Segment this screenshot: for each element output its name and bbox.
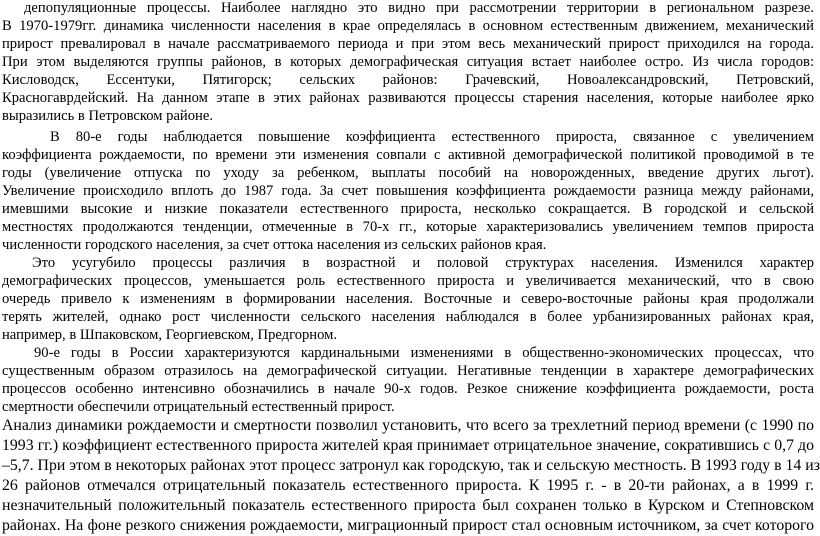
text-line: выразились в Петровском районе.	[2, 108, 213, 124]
text-line: В 80-е годы наблюдается повышение коэффициента естественного прироста, связанное с увеличением	[50, 129, 814, 145]
text-line: Красногавpдейский. На данном этапе в этих районах развиваются процессы старения населения, которые наиболее ярко	[2, 90, 814, 106]
text-line: Анализ динамики рождаемости и смертности позволил установить, что всего за трехлетний период времени (с 1990 по	[2, 417, 814, 434]
text-line: существенным образом отразилось на демографической ситуации. Негативные тенденции в характере демографических	[2, 363, 814, 379]
text-line: Увеличение происходило вплоть до 1987 года. За счет повышения коэффициента рождаемости разница между районами,	[2, 183, 814, 199]
text-line: процессов особенно интенсивно обозначились в начале 90-х годов. Резкое снижение коэффициента рождаемости, роста	[2, 381, 814, 397]
text-line: очередь привело к изменениям в формировании населения. Восточные и северо-восточные районы края продолжали	[2, 291, 814, 307]
text-line: В 1970-1979гг. динамика численности населения в крае определялась в основном естественным движением, механический	[2, 18, 814, 34]
text-line: 1993 гг.) коэффициент естественного прироста жителей края принимает отрицательное значение, сократившись с 0,7 до	[2, 437, 814, 454]
text-line: например, в Шпаковском, Георгиевском, Предгорном.	[2, 327, 338, 343]
text-line: местностях продолжаются тенденции, отмеченные в 70-х гг., которые характеризовались увеличением темпов прироста	[2, 219, 814, 235]
text-line: демографических процессов, уменьшается роль естественного прироста и увеличивается механический, что в свою	[2, 273, 814, 289]
text-line: –5,7. При этом в некоторых районах этот процесс затронул как городскую, так и сельскую местность. В 1993 году в 14 из	[2, 457, 820, 474]
text-line: смертности обеспечили отрицательный естественный прирост.	[2, 399, 395, 415]
text-line: численности городского населения, за счет оттока населения из сельских районов края.	[2, 237, 547, 253]
text-line: 26 районов отмечался отрицательный показатель естественного прироста. К 1995 г. - в 20-ти районах, а в 1999 г.	[2, 477, 814, 494]
text-line: Это усугубило процессы различия в возрастной и половой структурах населения. Изменился характер	[32, 255, 814, 271]
text-line: депопуляционные процессы. Наиболее наглядно это видно при рассмотрении территории в региональном разрезе.	[24, 0, 814, 16]
text-line: коэффициента рождаемости, по времени эти изменения совпали с активной демографической политикой проводимой в те	[2, 147, 814, 163]
text-line: 90-е годы в России характеризуются кардинальными изменениями в общественно-экономических процессах, что	[34, 345, 814, 361]
text-line: терять жителей, однако рост численности сельского населения наблюдался в более урбанизированных районах края,	[2, 309, 814, 325]
text-line: районах. На фоне резкого снижения рождаемости, миграционный прирост стал основным источником, за счет которого	[2, 517, 814, 534]
text-line: Кисловодск, Ессентуки, Пятигорск; сельских районов: Грачевский, Новоалександровский, Петровский,	[2, 72, 814, 88]
text-line: прирост превалировал в начале рассматриваемого периода и при этом весь механический прирост приходился на города.	[2, 36, 814, 52]
text-line: годы (увеличение отпуска по уходу за ребенком, выплаты пособий на новорожденных, введение других льгот).	[2, 165, 814, 181]
text-line: незначительный положительный показатель естественного прироста был сохранен только в Курском и Степновском	[2, 497, 814, 514]
text-line: имевшими высокие и низкие показатели естественного прироста, несколько сокращается. В городской и сельской	[2, 201, 814, 217]
text-line: При этом выделяются группы районов, в которых демографическая ситуация встает наиболее остро. Из числа городов:	[2, 54, 814, 70]
